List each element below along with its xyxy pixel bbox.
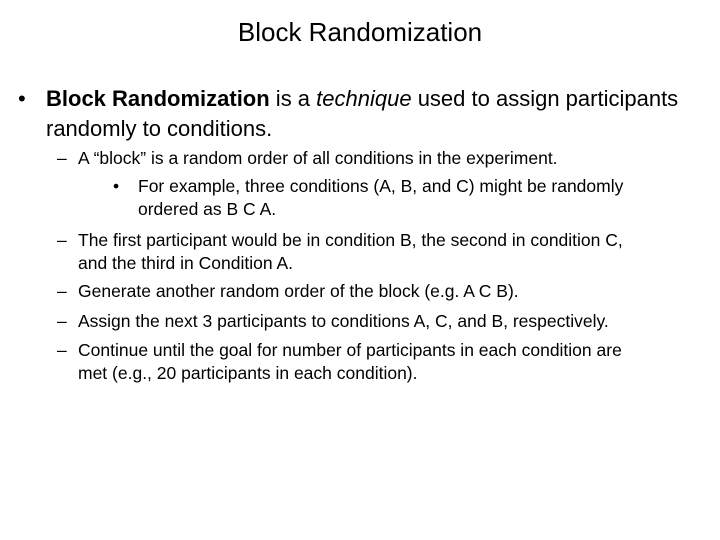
bold-term: Block Randomization [46, 86, 270, 111]
dash-marker: – [57, 311, 67, 331]
sub-bullet-text: Continue until the goal for number of participants in each condition are met (e.g., 20 participants in each condition). [78, 340, 622, 383]
dash-marker: – [57, 230, 67, 250]
sub-bullet-text: A “block” is a random order of all conditions in the experiment. [78, 148, 558, 168]
dash-marker: – [57, 281, 67, 301]
main-bullet-text [46, 84, 686, 144]
sub-bullet-text: Generate another random order of the block (e.g. A C B). [78, 281, 519, 301]
bullet-marker: • [113, 176, 120, 196]
bullet-marker: • [18, 86, 26, 111]
dash-marker: – [57, 340, 67, 360]
sub-sub-bullet-text: For example, three conditions (A, B, and C) might be randomly ordered as B C A. [138, 176, 624, 219]
slide-title: Block Randomization [237, 17, 483, 47]
main-bullet-text-part-1: is a [269, 86, 317, 111]
main-bullet-text-part-2: used to assign participants randomly to conditions. [46, 86, 679, 141]
dash-marker: – [57, 148, 67, 168]
sub-bullet-text: The first participant would be in condition B, the second in condition C, and the third in Condition A. [78, 230, 623, 273]
italic-term: technique [316, 86, 412, 111]
sub-bullet-text: Assign the next 3 participants to conditions A, C, and B, respectively. [78, 311, 609, 331]
